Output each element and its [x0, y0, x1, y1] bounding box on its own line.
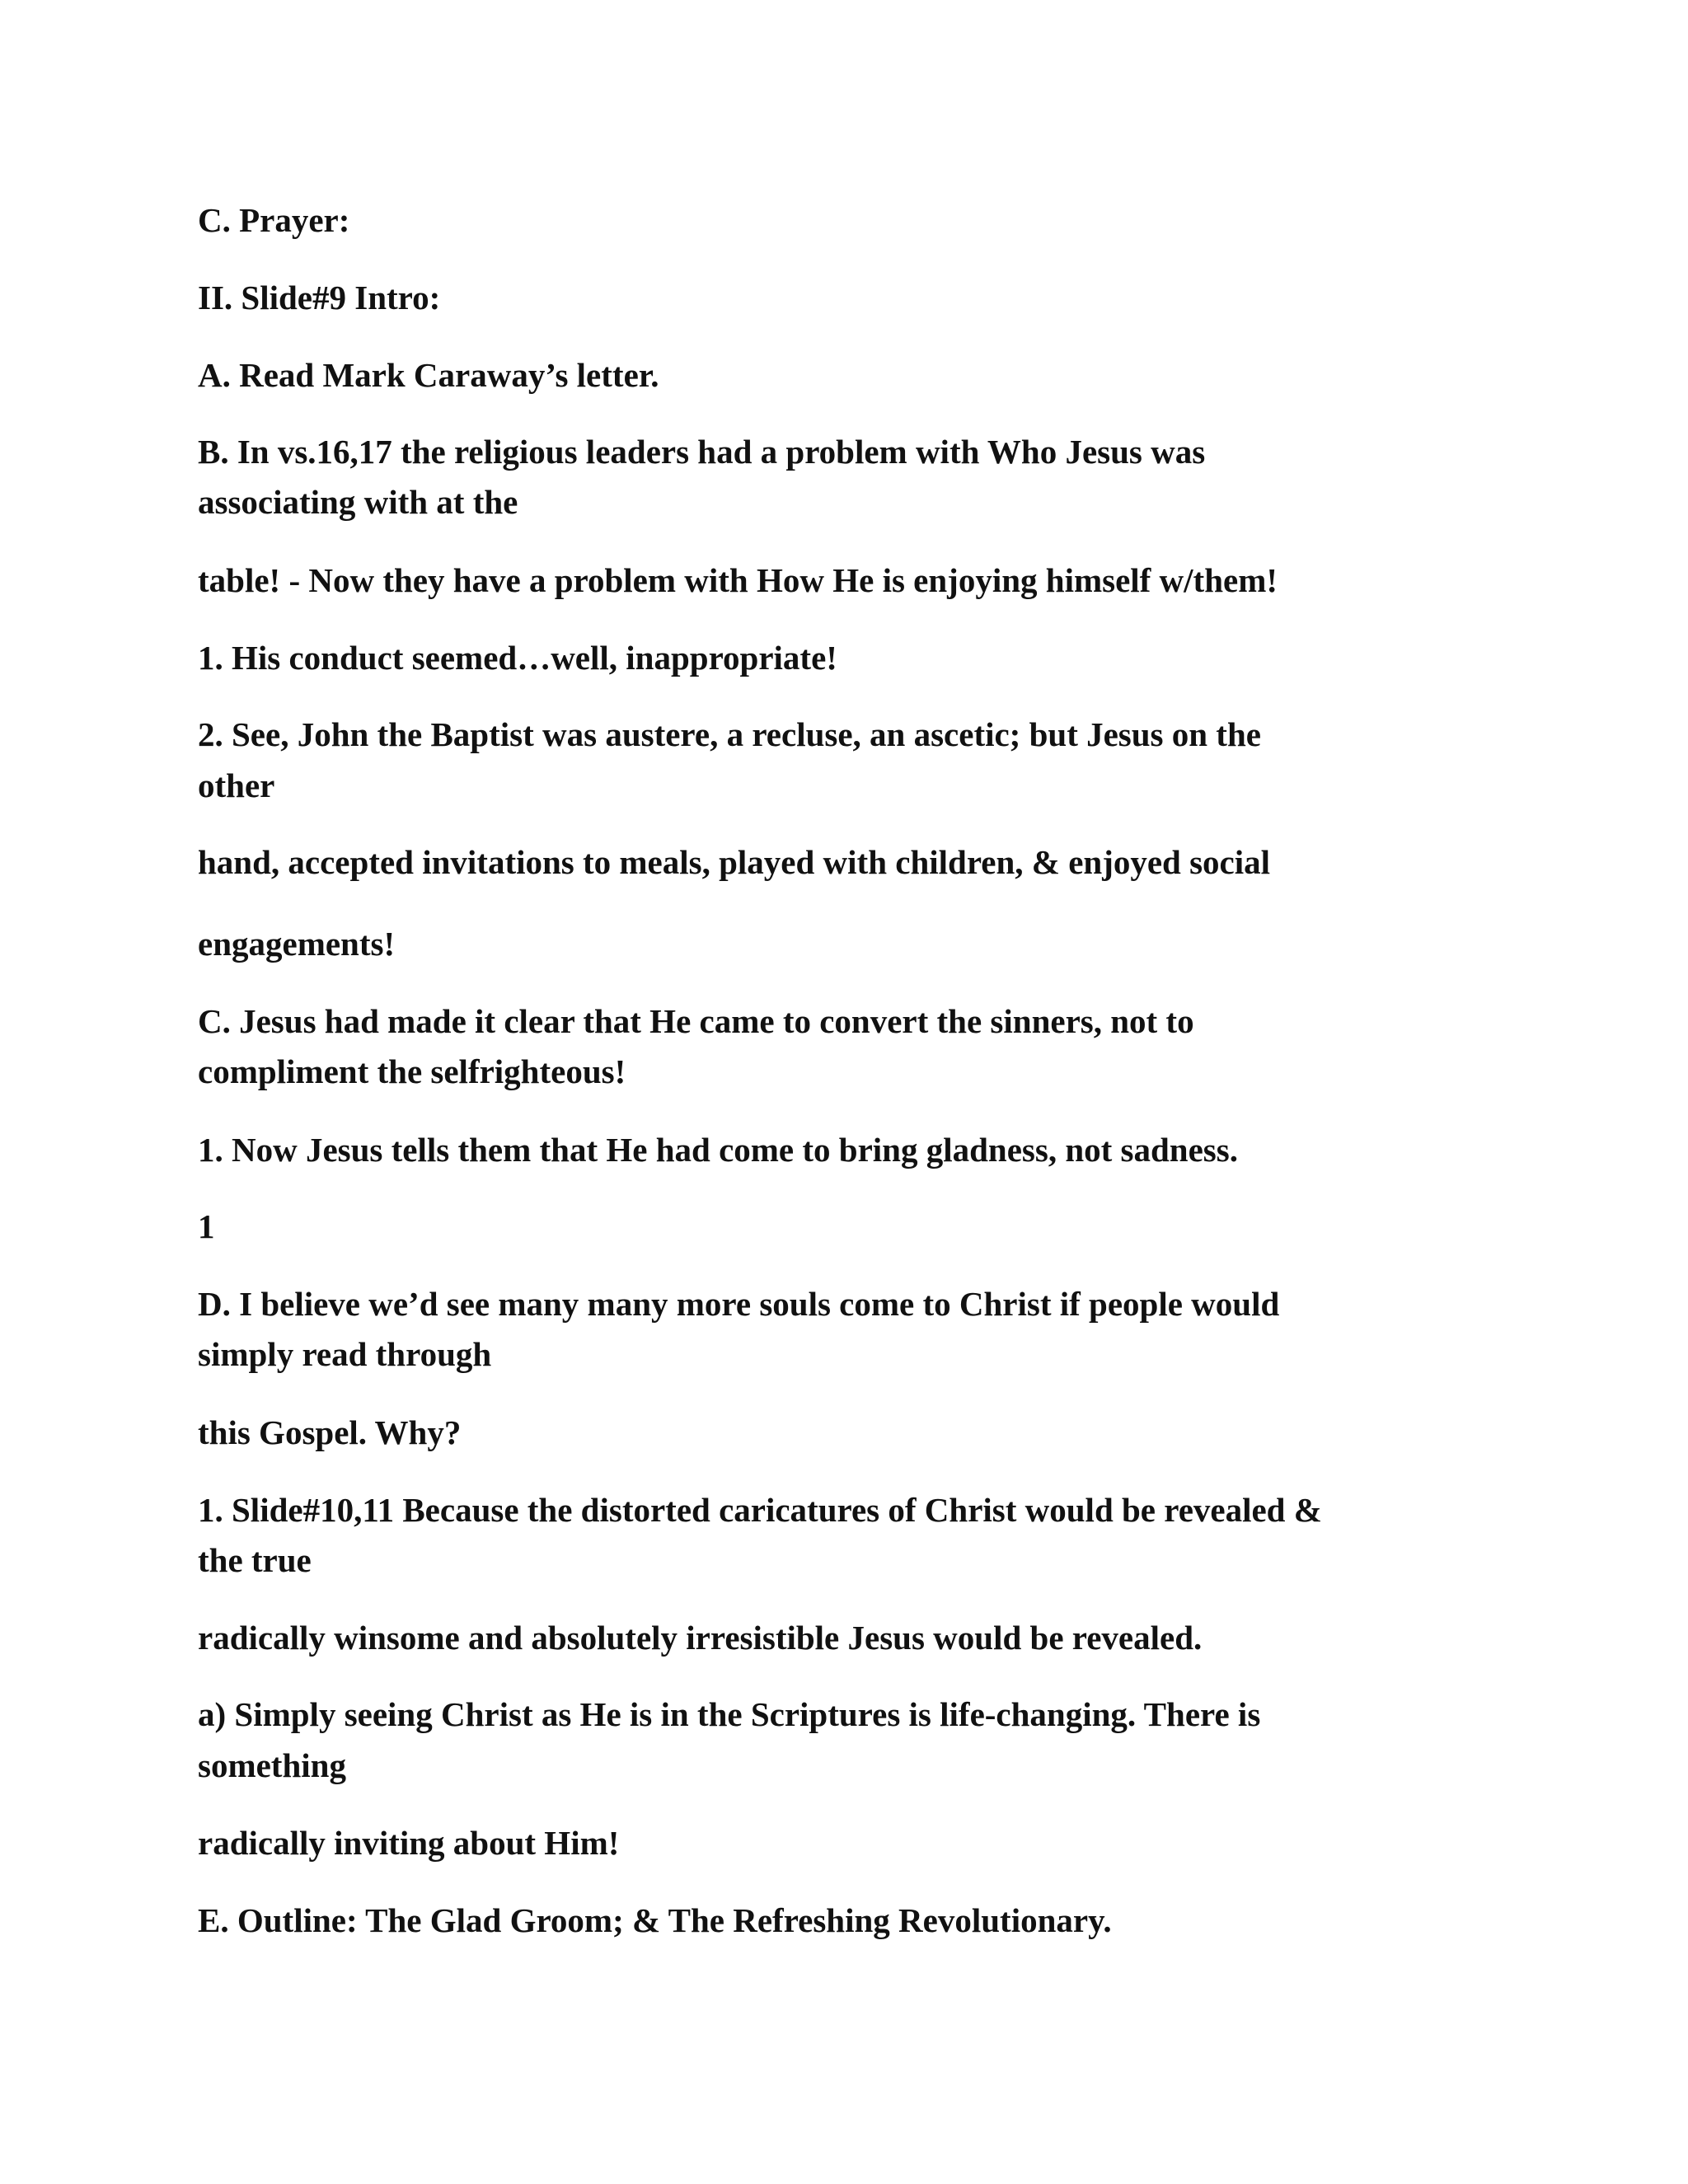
- point-c-line-2: compliment the selfrighteous!: [198, 1052, 626, 1090]
- subpoint-d1-line-2: the true: [198, 1541, 312, 1579]
- point-d-line-2: simply read through: [198, 1335, 492, 1373]
- point-b-line-3: table! - Now they have a problem with How He is enjoying himself w/them!: [198, 561, 1278, 599]
- subpoint-b2-line-3: hand, accepted invitations to meals, played with children, & enjoyed social: [198, 843, 1271, 881]
- subpoint-d1a-line-2: something: [198, 1746, 346, 1784]
- point-d-line-3: this Gospel. Why?: [198, 1413, 462, 1451]
- point-a: A. Read Mark Caraway’s letter.: [198, 356, 659, 394]
- subpoint-c1: 1. Now Jesus tells them that He had come to bring gladness, not sadness.: [198, 1131, 1238, 1169]
- point-b-line-2: associating with at the: [198, 483, 518, 521]
- point-c-line-1: C. Jesus had made it clear that He came to convert the sinners, not to: [198, 1002, 1194, 1040]
- subpoint-b1: 1. His conduct seemed…well, inappropriate!: [198, 639, 837, 677]
- subpoint-d1-line-3: radically winsome and absolutely irresistible Jesus would be revealed.: [198, 1619, 1203, 1657]
- heading-prayer: C. Prayer:: [198, 201, 350, 239]
- point-b-line-1: B. In vs.16,17 the religious leaders had a problem with Who Jesus was: [198, 433, 1206, 471]
- subpoint-d1a-line-3: radically inviting about Him!: [198, 1824, 620, 1862]
- subpoint-b2-line-2: other: [198, 766, 275, 804]
- point-d-line-1: D. I believe we’d see many many more souls come to Christ if people would: [198, 1285, 1280, 1323]
- subpoint-d1-line-1: 1. Slide#10,11 Because the distorted caricatures of Christ would be revealed &: [198, 1491, 1322, 1529]
- subpoint-b2-line-4: engagements!: [198, 925, 396, 963]
- subpoint-d1a-line-1: a) Simply seeing Christ as He is in the Scriptures is life-changing. There is: [198, 1695, 1261, 1733]
- heading-intro: II. Slide#9 Intro:: [198, 279, 441, 316]
- page-number: 1: [198, 1207, 215, 1245]
- point-e-outline: E. Outline: The Glad Groom; & The Refreshing Revolutionary.: [198, 1901, 1112, 1939]
- subpoint-b2-line-1: 2. See, John the Baptist was austere, a recluse, an ascetic; but Jesus on the: [198, 715, 1261, 753]
